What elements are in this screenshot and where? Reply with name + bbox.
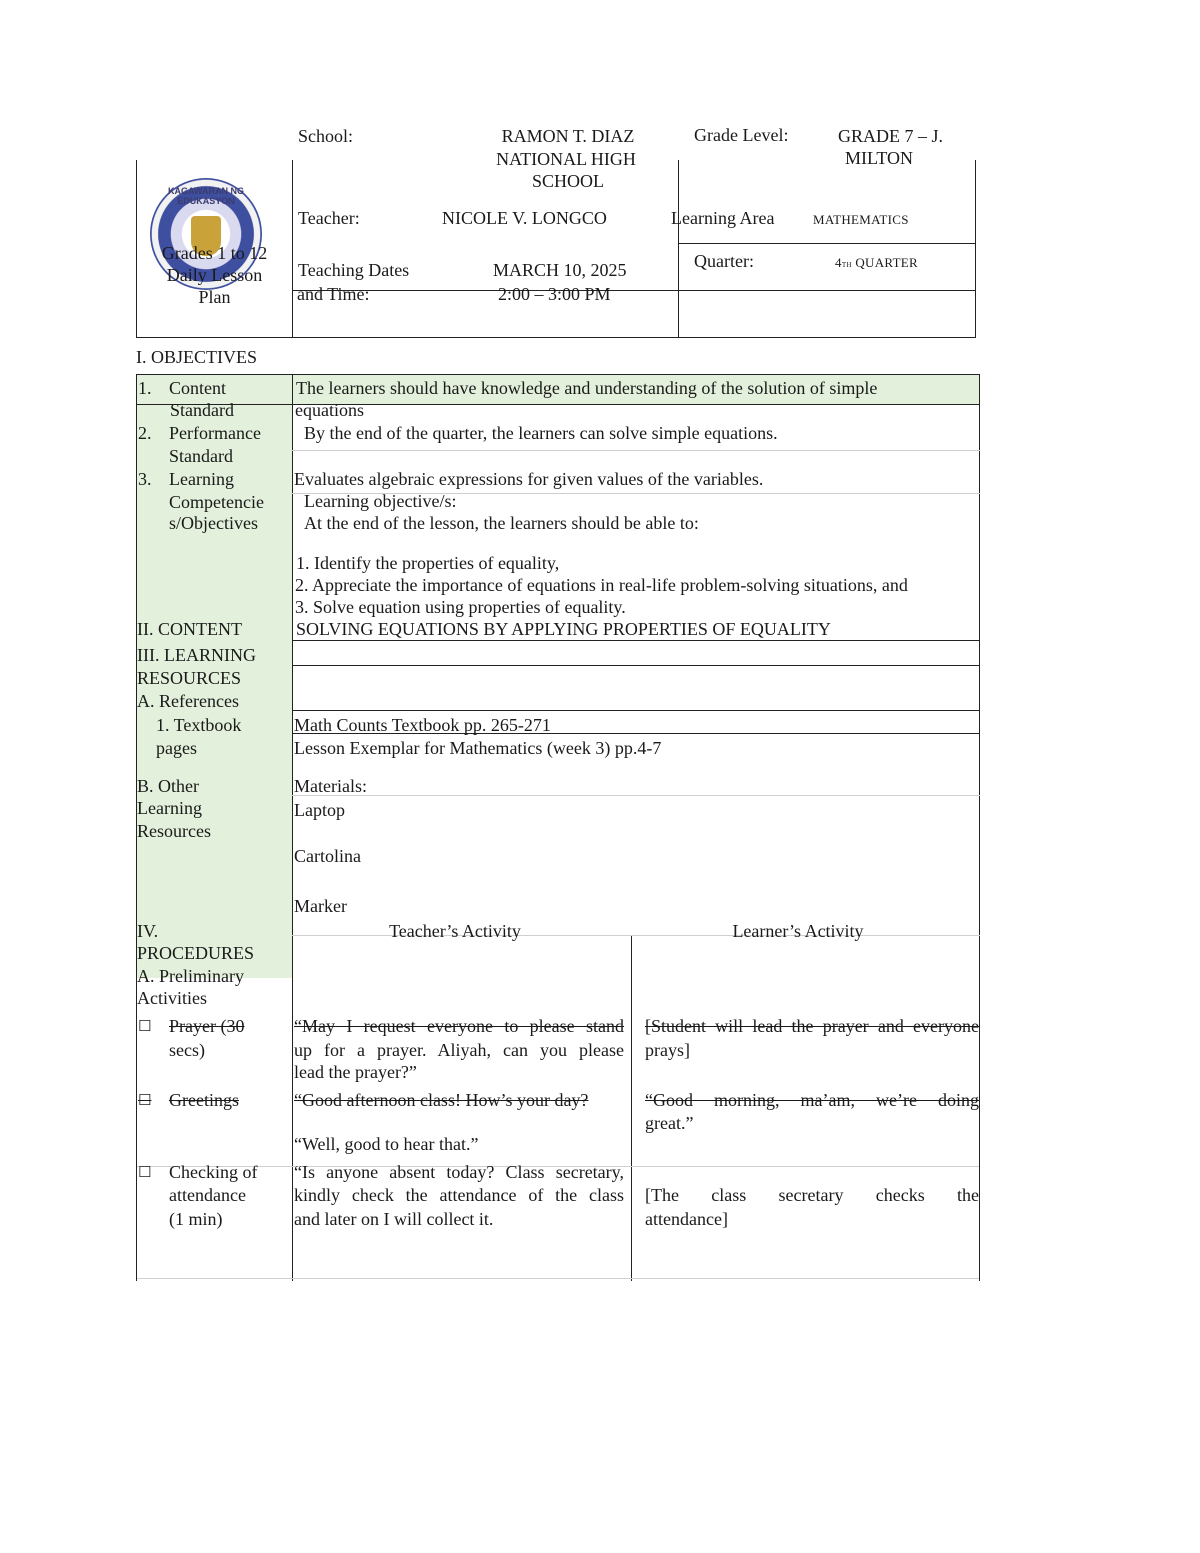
procedures-label-line-2: PROCEDURES bbox=[137, 943, 255, 963]
textbook-reference: Math Counts Textbook pp. 265-271 bbox=[294, 715, 551, 735]
attendance-learner-line-2: attendance] bbox=[645, 1209, 728, 1229]
content-standard-text-line-2: equations bbox=[295, 400, 364, 420]
teaching-dates-value: MARCH 10, 2025 bbox=[493, 260, 627, 280]
lesson-exemplar-reference: Lesson Exemplar for Mathematics (week 3) pp.4-7 bbox=[294, 738, 662, 758]
attendance-teacher-line-2: kindly check the attendance of the class bbox=[294, 1185, 624, 1205]
grade-level-label: Grade Level: bbox=[694, 125, 789, 145]
greetings-teacher-line-2: “Well, good to hear that.” bbox=[294, 1134, 479, 1154]
learning-area-value: MATHEMATICS bbox=[813, 212, 909, 227]
school-label: School: bbox=[298, 126, 354, 146]
greetings-teacher-line-1: “Good afternoon class! How’s your day? bbox=[294, 1090, 589, 1110]
dlp-title-line-1: Grades 1 to 12 bbox=[161, 243, 268, 263]
materials-label: Materials: bbox=[294, 776, 367, 796]
procedures-label-line-1: IV. bbox=[137, 921, 159, 941]
dlp-title-line-2: Daily Lesson bbox=[166, 265, 263, 285]
material-item: Marker bbox=[294, 896, 347, 916]
performance-standard-number: 2. bbox=[138, 423, 152, 443]
competencies-number: 3. bbox=[138, 469, 152, 489]
quarter-number: 4 bbox=[835, 255, 842, 270]
greetings-label: Greetings bbox=[169, 1090, 239, 1110]
teacher-activity-header: Teacher’s Activity bbox=[389, 921, 521, 941]
prayer-teacher-line-3: lead the prayer?” bbox=[294, 1062, 417, 1082]
competencies-label-line-2: Competencie bbox=[169, 492, 264, 512]
checkbox-bullet-icon: ☐ bbox=[138, 1017, 152, 1035]
checkbox-bullet-icon: ☐ bbox=[138, 1091, 152, 1109]
quarter-value bbox=[835, 252, 918, 276]
references-label: A. References bbox=[137, 691, 239, 711]
prayer-learner-line-1: [Student will lead the prayer and everyone bbox=[645, 1016, 979, 1036]
attendance-label-line-1: Checking of bbox=[169, 1162, 258, 1182]
content-topic: SOLVING EQUATIONS BY APPLYING PROPERTIES OF EQUALITY bbox=[296, 619, 831, 639]
performance-standard-label-line-1: Performance bbox=[169, 423, 261, 443]
attendance-label-line-3: (1 min) bbox=[169, 1209, 223, 1229]
dlp-title-line-3: Plan bbox=[198, 287, 231, 307]
learning-objectives-intro: At the end of the lesson, the learners should be able to: bbox=[304, 513, 699, 533]
preliminary-label-line-2: Activities bbox=[137, 988, 207, 1008]
quarter-word: QUARTER bbox=[855, 255, 919, 270]
other-resources-label-line-1: B. Other bbox=[137, 776, 199, 796]
checkbox-bullet-icon: ☐ bbox=[138, 1163, 152, 1181]
grade-level-value-line-1: GRADE 7 – J. bbox=[838, 126, 944, 146]
grade-level-value-line-2: MILTON bbox=[845, 148, 914, 168]
greetings-learner-line-2: great.” bbox=[645, 1113, 694, 1133]
content-label: II. CONTENT bbox=[137, 619, 242, 639]
textbook-label-line-1: 1. Textbook bbox=[156, 715, 242, 735]
performance-standard-text: By the end of the quarter, the learners can solve simple equations. bbox=[304, 423, 778, 443]
learning-area-label: Learning Area bbox=[671, 208, 775, 228]
content-standard-number: 1. bbox=[138, 378, 152, 398]
quarter-suffix: TH bbox=[841, 261, 852, 269]
attendance-teacher-line-3: and later on I will collect it. bbox=[294, 1209, 494, 1229]
prayer-label-line-2: secs) bbox=[169, 1040, 205, 1060]
textbook-label-line-2: pages bbox=[156, 738, 197, 758]
prayer-teacher-line-1: “May I request everyone to please stand bbox=[294, 1016, 624, 1036]
other-resources-label-line-3: Resources bbox=[137, 821, 211, 841]
content-standard-text-line-1: The learners should have knowledge and understanding of the solution of simple bbox=[296, 378, 878, 398]
content-standard-label-line-2: Standard bbox=[170, 400, 234, 420]
learning-objectives-heading: Learning objective/s: bbox=[304, 491, 457, 511]
teaching-dates-label-line-2: and Time: bbox=[297, 284, 370, 304]
objective-item-1: 1. Identify the properties of equality, bbox=[296, 553, 560, 573]
learner-activity-header: Learner’s Activity bbox=[732, 921, 864, 941]
attendance-label-line-2: attendance bbox=[169, 1185, 246, 1205]
content-standard-label-line-1: Content bbox=[169, 378, 226, 398]
attendance-teacher-line-1: “Is anyone absent today? Class secretary, bbox=[294, 1162, 624, 1182]
other-resources-label-line-2: Learning bbox=[137, 798, 202, 818]
seal-text: KAGAWARAN NG EDUKASYON bbox=[168, 186, 244, 206]
school-value-line-3: SCHOOL bbox=[531, 171, 604, 191]
teaching-dates-label-line-1: Teaching Dates bbox=[298, 260, 410, 280]
resources-label-line-1: III. LEARNING bbox=[137, 645, 256, 665]
material-item: Cartolina bbox=[294, 846, 361, 866]
objective-item-2: 2. Appreciate the importance of equations in real-life problem-solving situations, and bbox=[295, 575, 908, 595]
school-value-line-2: NATIONAL HIGH bbox=[496, 149, 636, 169]
quarter-label: Quarter: bbox=[694, 251, 754, 271]
objective-item-3: 3. Solve equation using properties of equality. bbox=[295, 597, 626, 617]
prayer-teacher-line-2: up for a prayer. Aliyah, can you please bbox=[294, 1040, 624, 1060]
performance-standard-label-line-2: Standard bbox=[169, 446, 233, 466]
preliminary-label-line-1: A. Preliminary bbox=[137, 966, 244, 986]
objectives-heading: I. OBJECTIVES bbox=[136, 347, 257, 367]
teaching-time-value: 2:00 – 3:00 PM bbox=[498, 284, 611, 304]
competencies-label-line-3: s/Objectives bbox=[169, 513, 258, 533]
competencies-label-line-1: Learning bbox=[169, 469, 234, 489]
teacher-label: Teacher: bbox=[298, 208, 360, 228]
prayer-learner-line-2: prays] bbox=[645, 1040, 690, 1060]
resources-label-line-2: RESOURCES bbox=[137, 668, 242, 688]
greetings-learner-line-1: “Good morning, ma’am, we’re doing bbox=[645, 1090, 979, 1110]
material-item: Laptop bbox=[294, 800, 345, 820]
school-value-line-1: RAMON T. DIAZ bbox=[501, 126, 635, 146]
prayer-label-line-1: Prayer (30 bbox=[169, 1016, 245, 1036]
teacher-value: NICOLE V. LONGCO bbox=[442, 208, 607, 228]
attendance-learner-line-1: [The class secretary checks the bbox=[645, 1185, 979, 1205]
competency-text: Evaluates algebraic expressions for given values of the variables. bbox=[294, 469, 764, 489]
